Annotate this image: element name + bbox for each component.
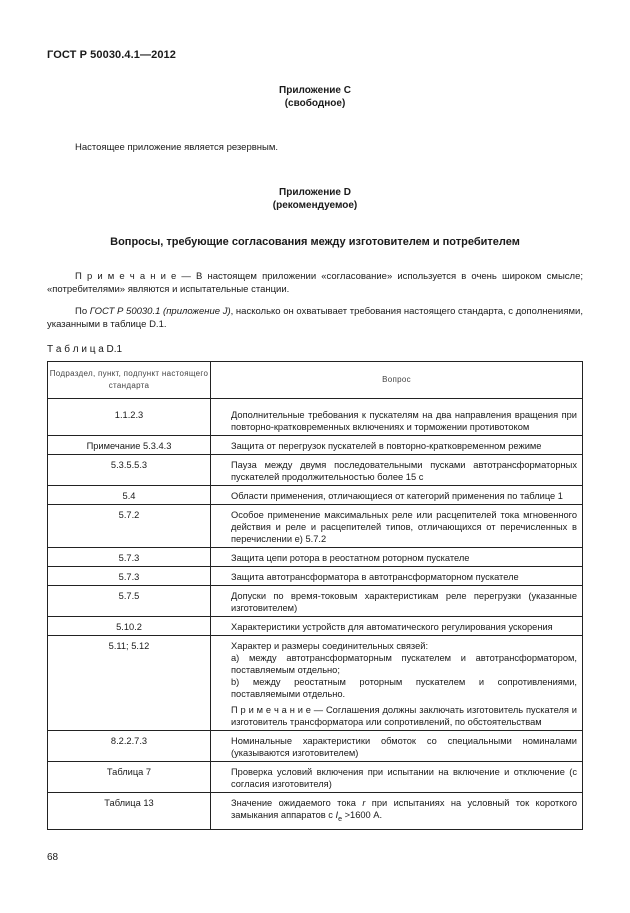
connections-line-3: b) между реостатным роторным пускателем и сопротивлениями, поставляемыми отдельно. xyxy=(231,677,577,699)
note-text: — Соглашения должны заключать изготовитель пускателя и изготовитель трансформатора или сопротивлений, по обстоятельствам xyxy=(231,705,578,727)
appendix-d-title xyxy=(47,186,583,212)
row-question: Защита от перегрузок пускателей в повторно-кратковременном режиме xyxy=(211,436,583,455)
table-row xyxy=(48,793,583,830)
note-label: П р и м е ч а н и е xyxy=(75,271,177,282)
q-text-post: >1600 А. xyxy=(342,810,383,820)
row-clause: 5.3.5.5.3 xyxy=(48,455,211,486)
table-row xyxy=(48,486,583,505)
row-clause: Таблица 7 xyxy=(48,762,211,793)
table-row-connections xyxy=(48,636,583,731)
row-question xyxy=(211,636,583,731)
row-clause: 1.1.2.3 xyxy=(48,399,211,436)
appendix-c-title xyxy=(47,84,583,110)
appendix-d-heading: Приложение D xyxy=(279,187,351,198)
table-row xyxy=(48,455,583,486)
table-row xyxy=(48,762,583,793)
table-header-row xyxy=(48,362,583,399)
table-row xyxy=(48,617,583,636)
connections-line-1: Характер и размеры соединительных связей: xyxy=(231,641,429,651)
row-clause: 5.7.3 xyxy=(48,548,211,567)
table-row xyxy=(48,586,583,617)
row-question: Характеристики устройств для автоматического регулирования ускорения xyxy=(211,617,583,636)
row-question: Проверка условий включения при испытании на включение и отключение (с согласия изготовителя) xyxy=(211,762,583,793)
appendix-c-heading: Приложение С xyxy=(279,85,351,96)
appendix-d-paragraph xyxy=(47,305,583,331)
row-question: Дополнительные требования к пускателям на два направления вращения при повторно-кратковременных включениях и торможении противотоком xyxy=(211,399,583,436)
q-text-pre: Значение ожидаемого тока xyxy=(231,798,363,808)
appendix-c-subtitle: (свободное) xyxy=(284,98,346,109)
row-question xyxy=(211,793,583,830)
row-question: Области применения, отличающиеся от категорий применения по таблице 1 xyxy=(211,486,583,505)
q-symbol-i: I xyxy=(335,810,339,820)
q-text-mid: при испытаниях на условный ток короткого замыкания аппаратов с xyxy=(231,798,577,820)
appendix-d-note xyxy=(47,270,583,296)
note-label: П р и м е ч а н и е xyxy=(231,705,311,715)
row-question: Пауза между двумя последовательными пусками автотрансформаторных пускателей продолжительностью более 15 с xyxy=(211,455,583,486)
appendix-d-section-heading: Вопросы, требующие согласования между изготовителем и потребителем xyxy=(110,236,520,248)
table-row xyxy=(48,505,583,548)
connections-note xyxy=(231,700,577,728)
row-question: Номинальные характеристики обмоток со специальными номиналами (указываются изготовителем) xyxy=(211,731,583,762)
appendix-d-subtitle: (рекомендуемое) xyxy=(272,200,358,211)
row-clause: 5.7.3 xyxy=(48,567,211,586)
para-reference: ГОСТ Р 50030.1 (приложение J) xyxy=(89,306,231,317)
document-header-id: ГОСТ Р 50030.4.1—2012 xyxy=(47,49,176,61)
row-question: Защита цепи ротора в реостатном роторном пускателе xyxy=(211,548,583,567)
note-text: — В настоящем приложении «согласование» используется в очень широком смысле; «потребителями» являются и испытательные станции. xyxy=(47,271,583,295)
table-row xyxy=(48,731,583,762)
col-header-question: Вопрос xyxy=(211,362,583,399)
q-symbol-r: r xyxy=(362,798,366,808)
row-clause: Примечание 5.3.4.3 xyxy=(48,436,211,455)
table-row xyxy=(48,399,583,436)
table-row xyxy=(48,567,583,586)
para-prefix: По xyxy=(75,306,90,317)
row-clause: 5.7.5 xyxy=(48,586,211,617)
row-clause: 8.2.2.7.3 xyxy=(48,731,211,762)
connections-line-2: а) между автотрансформаторным пускателем и автотрансформатором, поставляемым отдельно; xyxy=(231,653,577,675)
table-caption: Т а б л и ц а D.1 xyxy=(47,344,123,355)
row-clause: Таблица 13 xyxy=(48,793,211,830)
row-clause: 5.4 xyxy=(48,486,211,505)
page-number: 68 xyxy=(47,852,59,863)
para-suffix: , насколько он охватывает требования настоящего стандарта, с дополнениями, указанными в таблице D.1. xyxy=(47,306,583,330)
col-header-clause: Подраздел, пункт, подпункт настоящего стандарта xyxy=(48,362,211,399)
row-clause: 5.7.2 xyxy=(48,505,211,548)
row-clause: 5.11; 5.12 xyxy=(48,636,211,731)
row-question: Особое применение максимальных реле или расцепителей тока мгновенного действия и реле и расцепителей типов, отличающихся от перечисленных в перечислении е) 5.7.2 xyxy=(211,505,583,548)
appendix-c-body: Настоящее приложение является резервным. xyxy=(75,142,279,153)
row-question: Защита автотрансформатора в автотрансформаторном пускателе xyxy=(211,567,583,586)
row-clause: 5.10.2 xyxy=(48,617,211,636)
table-row xyxy=(48,548,583,567)
table-d1 xyxy=(47,361,583,830)
row-question: Допуски по время-токовым характеристикам реле перегрузки (указанные изготовителем) xyxy=(211,586,583,617)
table-row xyxy=(48,436,583,455)
q-subscript-e: e xyxy=(338,815,343,823)
